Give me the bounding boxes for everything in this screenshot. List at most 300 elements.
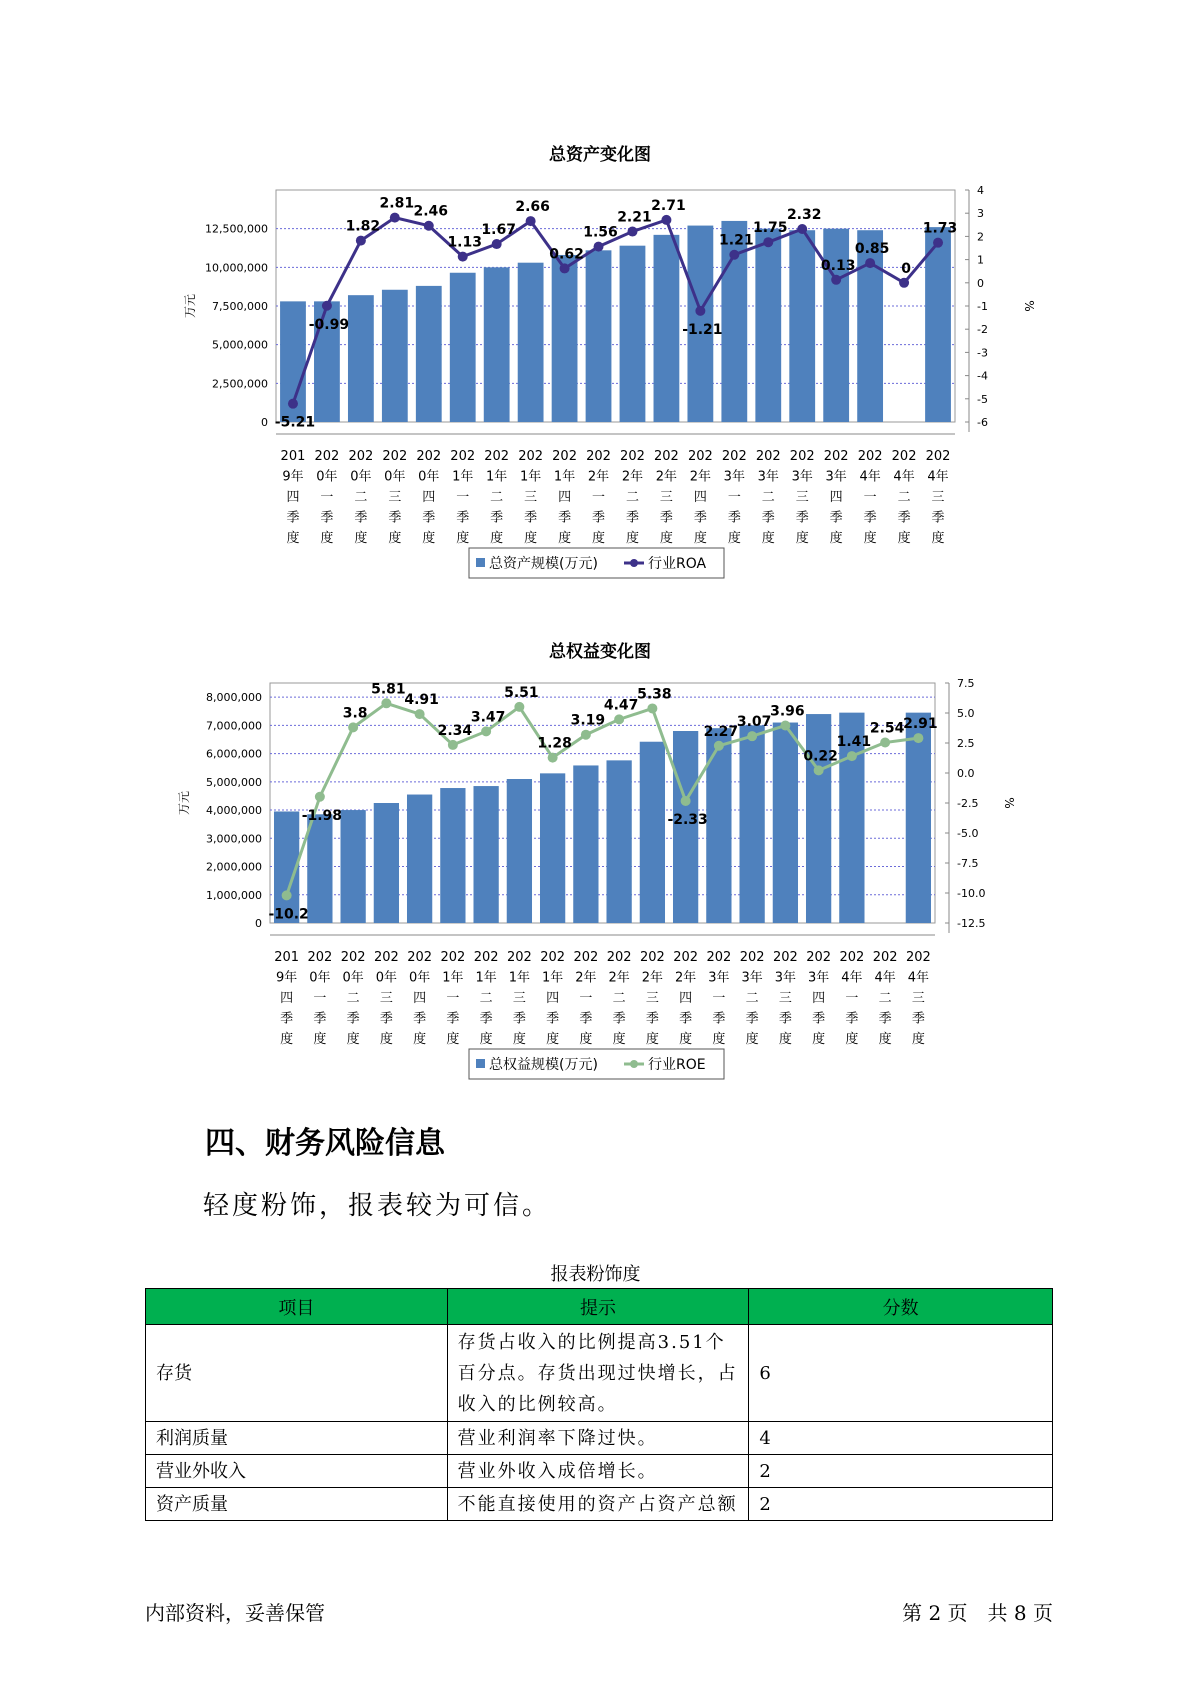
line-point bbox=[356, 236, 366, 246]
x-tick-label: 四 bbox=[280, 991, 294, 1006]
y-axis-title: 万元 bbox=[183, 293, 197, 319]
x-tick-label: 季 bbox=[479, 1011, 493, 1027]
bar bbox=[374, 803, 399, 923]
y2-tick-label: -7.5 bbox=[957, 857, 979, 870]
x-tick-label: 三 bbox=[379, 991, 393, 1006]
data-label: 3.96 bbox=[770, 703, 805, 720]
x-tick-label: 季 bbox=[286, 510, 300, 526]
x-tick-label: 三 bbox=[931, 490, 945, 505]
header-item: 项目 bbox=[146, 1289, 448, 1325]
x-tick-label: 202 bbox=[473, 950, 499, 965]
x-tick-label: 一 bbox=[863, 490, 877, 505]
data-label: -10.2 bbox=[268, 906, 309, 923]
x-tick-label: 季 bbox=[490, 510, 504, 526]
row-item: 资产质量 bbox=[146, 1488, 448, 1521]
line-point bbox=[514, 702, 524, 712]
data-label: 0.85 bbox=[854, 241, 890, 258]
row-item: 利润质量 bbox=[146, 1422, 448, 1455]
x-tick-label: 2年 bbox=[655, 469, 678, 485]
data-label: 2.46 bbox=[413, 203, 449, 220]
x-tick-label: 季 bbox=[911, 1011, 925, 1027]
x-tick-label: 一 bbox=[845, 991, 859, 1006]
bar bbox=[773, 723, 798, 923]
x-tick-label: 三 bbox=[645, 991, 659, 1006]
line-point bbox=[526, 216, 536, 226]
row-score: 6 bbox=[749, 1325, 1053, 1422]
x-tick-label: 度 bbox=[413, 1032, 427, 1047]
data-label: 3.19 bbox=[570, 712, 606, 729]
x-tick-label: 季 bbox=[659, 510, 673, 526]
line-point bbox=[448, 740, 458, 750]
bar bbox=[348, 295, 374, 422]
header-hint: 提示 bbox=[447, 1289, 749, 1325]
legend-line-label: 行业ROE bbox=[648, 1057, 706, 1073]
x-tick-label: 季 bbox=[524, 510, 538, 526]
legend-bar-swatch bbox=[476, 1059, 485, 1068]
x-tick-label: 季 bbox=[354, 510, 368, 526]
x-tick-label: 1年 bbox=[486, 469, 508, 485]
x-tick-label: 202 bbox=[620, 449, 645, 464]
x-tick-label: 202 bbox=[307, 950, 333, 965]
y-tick-label: 7,500,000 bbox=[212, 300, 268, 313]
x-tick-label: 202 bbox=[573, 950, 599, 965]
line-point bbox=[390, 213, 400, 223]
x-tick-label: 二 bbox=[897, 490, 911, 505]
x-tick-label: 季 bbox=[313, 1011, 327, 1027]
y2-tick-label: 1 bbox=[977, 253, 984, 267]
x-tick-label: 0年 bbox=[316, 469, 338, 485]
x-tick-label: 0年 bbox=[418, 469, 440, 485]
x-tick-label: 季 bbox=[679, 1011, 693, 1027]
line-point bbox=[548, 753, 558, 763]
x-tick-label: 0年 bbox=[342, 970, 364, 986]
footer-confidential: 内部资料，妥善保管 bbox=[145, 1601, 325, 1625]
x-tick-label: 3年 bbox=[757, 469, 779, 485]
x-tick-label: 一 bbox=[592, 490, 606, 505]
x-tick-label: 度 bbox=[659, 531, 673, 546]
x-tick-label: 季 bbox=[546, 1011, 560, 1027]
x-tick-label: 二 bbox=[354, 490, 368, 505]
x-tick-label: 202 bbox=[857, 449, 883, 464]
line-point bbox=[594, 242, 604, 252]
y-tick-label: 12,500,000 bbox=[205, 222, 268, 236]
x-tick-label: 度 bbox=[897, 531, 911, 546]
row-hint: 存货占收入的比例提高3.51个百分点。存货出现过快增长，占收入的比例较高。 bbox=[447, 1325, 749, 1422]
y2-tick-label: 2.5 bbox=[957, 737, 975, 750]
x-tick-label: 度 bbox=[490, 531, 504, 546]
data-label: 0.22 bbox=[803, 748, 838, 765]
x-tick-label: 3年 bbox=[807, 970, 830, 986]
x-tick-label: 季 bbox=[778, 1011, 792, 1027]
x-tick-label: 202 bbox=[373, 950, 399, 965]
x-tick-label: 季 bbox=[320, 510, 334, 526]
x-tick-label: 度 bbox=[313, 1032, 327, 1047]
y2-axis-title: % bbox=[1002, 797, 1016, 809]
bar bbox=[552, 255, 578, 422]
x-tick-label: 季 bbox=[413, 1011, 427, 1027]
x-tick-label: 一 bbox=[712, 991, 726, 1006]
x-tick-label: 202 bbox=[382, 449, 408, 464]
x-tick-label: 四 bbox=[829, 490, 843, 505]
x-tick-label: 3年 bbox=[774, 970, 797, 986]
x-tick-label: 度 bbox=[280, 1032, 294, 1047]
x-tick-label: 4年 bbox=[907, 970, 930, 986]
x-tick-label: 度 bbox=[679, 1032, 693, 1047]
x-tick-label: 季 bbox=[897, 510, 911, 526]
data-label: 2.91 bbox=[903, 716, 938, 733]
x-tick-label: 四 bbox=[679, 991, 693, 1006]
line-point bbox=[581, 730, 591, 740]
line-point bbox=[747, 731, 757, 741]
x-tick-label: 0年 bbox=[408, 970, 431, 986]
data-label: 1.28 bbox=[537, 735, 572, 752]
x-tick-label: 202 bbox=[706, 950, 732, 965]
x-tick-label: 度 bbox=[625, 531, 639, 546]
y2-tick-label: -1 bbox=[977, 300, 988, 313]
x-tick-label: 1年 bbox=[452, 469, 474, 485]
x-tick-label: 季 bbox=[845, 1011, 859, 1027]
bar bbox=[806, 714, 831, 923]
bar bbox=[416, 286, 442, 422]
data-label: 2.34 bbox=[437, 722, 473, 739]
data-label: -2.33 bbox=[667, 811, 708, 828]
data-label: 4.47 bbox=[603, 697, 639, 714]
footer-page-number: 第 2 页 共 8 页 bbox=[902, 1601, 1053, 1625]
line-point bbox=[315, 792, 325, 802]
section-heading: 四、财务风险信息 bbox=[205, 1126, 445, 1161]
data-label: 0.62 bbox=[549, 246, 584, 263]
x-tick-label: 季 bbox=[812, 1011, 826, 1027]
x-tick-label: 2年 bbox=[641, 970, 664, 986]
line-point bbox=[492, 239, 502, 249]
x-tick-label: 4年 bbox=[874, 970, 896, 986]
row-score: 2 bbox=[749, 1488, 1053, 1521]
x-tick-label: 季 bbox=[931, 510, 945, 526]
x-tick-label: 度 bbox=[778, 1032, 792, 1047]
x-tick-label: 202 bbox=[506, 950, 532, 965]
x-tick-label: 二 bbox=[745, 991, 759, 1006]
data-label: 3.47 bbox=[470, 709, 506, 726]
total-assets-chart bbox=[0, 130, 1191, 600]
row-item: 存货 bbox=[146, 1325, 448, 1422]
y-tick-label: 2,500,000 bbox=[212, 377, 268, 391]
line-point bbox=[865, 258, 875, 268]
x-tick-label: 2年 bbox=[575, 970, 597, 986]
x-tick-label: 202 bbox=[440, 950, 466, 965]
total-assets-chart-svg bbox=[0, 130, 1191, 600]
data-label: 2.32 bbox=[786, 206, 822, 223]
x-tick-label: 季 bbox=[388, 510, 402, 526]
x-tick-label: 201 bbox=[274, 950, 300, 965]
whitewash-table bbox=[145, 1288, 1053, 1521]
x-tick-label: 季 bbox=[625, 510, 639, 526]
x-tick-label: 202 bbox=[739, 950, 765, 965]
bar bbox=[586, 250, 612, 422]
x-tick-label: 三 bbox=[778, 991, 792, 1006]
x-tick-label: 季 bbox=[829, 510, 843, 526]
data-label: 5.81 bbox=[371, 681, 406, 698]
x-tick-label: 度 bbox=[878, 1032, 892, 1047]
x-tick-label: 季 bbox=[693, 510, 707, 526]
data-label: 3.8 bbox=[342, 705, 368, 722]
x-tick-label: 2年 bbox=[674, 970, 697, 986]
x-tick-label: 四 bbox=[546, 991, 560, 1006]
x-tick-label: 度 bbox=[761, 531, 775, 546]
bar bbox=[484, 267, 510, 422]
x-tick-label: 度 bbox=[863, 531, 877, 546]
bar bbox=[340, 810, 365, 923]
x-tick-label: 一 bbox=[456, 490, 470, 505]
y2-tick-label: -2 bbox=[977, 323, 988, 337]
x-tick-label: 3年 bbox=[741, 970, 763, 986]
x-tick-label: 度 bbox=[524, 531, 538, 546]
x-tick-label: 二 bbox=[878, 991, 892, 1006]
x-tick-label: 季 bbox=[745, 1011, 759, 1027]
y-tick-label: 3,000,000 bbox=[206, 832, 262, 846]
x-tick-label: 3年 bbox=[723, 469, 745, 485]
x-tick-label: 度 bbox=[795, 531, 809, 546]
x-tick-label: 度 bbox=[845, 1032, 859, 1047]
y2-tick-label: -12.5 bbox=[957, 917, 986, 930]
data-label: 2.71 bbox=[651, 197, 686, 214]
x-tick-label: 四 bbox=[558, 490, 572, 505]
line-point bbox=[348, 722, 358, 732]
x-tick-label: 202 bbox=[518, 449, 544, 464]
chart-title: 总权益变化图 bbox=[549, 642, 651, 662]
line-point bbox=[714, 741, 724, 751]
line-point bbox=[481, 726, 491, 736]
x-tick-label: 3年 bbox=[791, 469, 813, 485]
x-tick-label: 季 bbox=[422, 510, 436, 526]
data-label: 3.07 bbox=[736, 714, 772, 731]
y2-tick-label: -2.5 bbox=[957, 797, 979, 810]
x-tick-label: 季 bbox=[761, 510, 775, 526]
x-tick-label: 三 bbox=[388, 490, 402, 505]
x-tick-label: 季 bbox=[446, 1011, 460, 1027]
x-tick-label: 季 bbox=[346, 1011, 360, 1027]
x-tick-label: 季 bbox=[612, 1011, 626, 1027]
x-tick-label: 202 bbox=[639, 950, 665, 965]
x-tick-label: 二 bbox=[761, 490, 775, 505]
line-point bbox=[695, 306, 705, 316]
data-label: 2.54 bbox=[869, 720, 905, 737]
bar bbox=[450, 273, 476, 422]
x-tick-label: 202 bbox=[416, 449, 442, 464]
x-tick-label: 季 bbox=[280, 1011, 294, 1027]
y2-tick-label: -6 bbox=[977, 416, 988, 429]
x-tick-label: 4年 bbox=[893, 469, 915, 485]
x-tick-label: 度 bbox=[354, 531, 368, 546]
y2-tick-label: 0.0 bbox=[957, 767, 975, 780]
y2-tick-label: -5.0 bbox=[957, 827, 979, 840]
x-tick-label: 202 bbox=[407, 950, 433, 965]
x-tick-label: 202 bbox=[484, 449, 510, 464]
data-label: 2.27 bbox=[703, 723, 739, 740]
bar bbox=[620, 246, 646, 422]
x-tick-label: 202 bbox=[606, 950, 632, 965]
line-point bbox=[814, 765, 824, 775]
y-tick-label: 0 bbox=[255, 917, 262, 930]
line-point bbox=[282, 890, 292, 900]
bar bbox=[789, 230, 815, 422]
y-tick-label: 1,000,000 bbox=[206, 888, 262, 902]
x-tick-label: 1年 bbox=[519, 469, 542, 485]
y2-tick-label: 2 bbox=[977, 230, 984, 244]
x-tick-label: 二 bbox=[479, 991, 493, 1006]
table-row bbox=[146, 1422, 1053, 1455]
x-tick-label: 202 bbox=[839, 950, 865, 965]
bar bbox=[540, 773, 565, 923]
x-tick-label: 季 bbox=[727, 510, 741, 526]
x-tick-label: 季 bbox=[512, 1011, 526, 1027]
x-tick-label: 季 bbox=[592, 510, 606, 526]
x-tick-label: 202 bbox=[872, 950, 898, 965]
x-tick-label: 度 bbox=[727, 531, 741, 546]
x-tick-label: 1年 bbox=[442, 970, 464, 986]
data-label: 0 bbox=[901, 260, 911, 277]
y2-tick-label: 5.0 bbox=[957, 707, 975, 720]
y-tick-label: 4,000,000 bbox=[206, 804, 262, 818]
x-tick-label: 度 bbox=[346, 1032, 360, 1047]
x-tick-label: 4年 bbox=[841, 970, 863, 986]
row-score: 4 bbox=[749, 1422, 1053, 1455]
data-label: -1.21 bbox=[682, 321, 723, 338]
x-tick-label: 202 bbox=[721, 449, 747, 464]
y2-tick-label: -3 bbox=[977, 346, 988, 360]
bar bbox=[640, 742, 665, 923]
row-hint: 不能直接使用的资产占资产总额 bbox=[447, 1488, 749, 1521]
x-tick-label: 四 bbox=[693, 490, 707, 505]
x-tick-label: 季 bbox=[456, 510, 470, 526]
data-label: 4.91 bbox=[404, 692, 439, 709]
bar bbox=[606, 760, 631, 923]
data-label: 1.67 bbox=[481, 222, 516, 239]
x-tick-label: 202 bbox=[340, 950, 366, 965]
line-point bbox=[288, 399, 298, 409]
y2-tick-label: 0 bbox=[977, 276, 984, 290]
x-tick-label: 四 bbox=[286, 490, 300, 505]
table-row bbox=[146, 1455, 1053, 1488]
legend-bar-label: 总权益规模(万元) bbox=[489, 1057, 598, 1073]
x-tick-label: 季 bbox=[645, 1011, 659, 1027]
x-tick-label: 202 bbox=[673, 950, 699, 965]
x-tick-label: 二 bbox=[625, 490, 639, 505]
x-tick-label: 202 bbox=[314, 449, 340, 464]
x-tick-label: 度 bbox=[612, 1032, 626, 1047]
line-point bbox=[847, 751, 857, 761]
x-tick-label: 1年 bbox=[475, 970, 497, 986]
bar bbox=[755, 229, 781, 422]
data-label: 1.82 bbox=[345, 218, 381, 235]
bar bbox=[382, 290, 408, 422]
x-tick-label: 度 bbox=[422, 531, 436, 546]
data-label: 2.66 bbox=[515, 199, 550, 216]
y2-tick-label: -10.0 bbox=[957, 887, 986, 900]
x-tick-label: 202 bbox=[823, 449, 849, 464]
line-point bbox=[322, 301, 332, 311]
x-tick-label: 3年 bbox=[825, 469, 847, 485]
x-tick-label: 度 bbox=[911, 1032, 925, 1047]
line-point bbox=[913, 733, 923, 743]
x-tick-label: 季 bbox=[558, 510, 572, 526]
legend-bar-swatch bbox=[476, 558, 485, 567]
data-label: -1.98 bbox=[301, 807, 343, 824]
line-point bbox=[933, 238, 943, 248]
y-tick-label: 5,000,000 bbox=[212, 338, 268, 352]
row-hint: 营业利润率下降过快。 bbox=[447, 1422, 749, 1455]
x-tick-label: 1年 bbox=[508, 970, 531, 986]
bar bbox=[906, 713, 931, 923]
x-tick-label: 四 bbox=[413, 991, 427, 1006]
line-point bbox=[880, 738, 890, 748]
y2-tick-label: 7.5 bbox=[957, 677, 975, 690]
table-row bbox=[146, 1488, 1053, 1521]
x-tick-label: 季 bbox=[712, 1011, 726, 1027]
x-tick-label: 季 bbox=[379, 1011, 393, 1027]
x-tick-label: 202 bbox=[925, 449, 951, 464]
x-tick-label: 0年 bbox=[309, 970, 331, 986]
x-tick-label: 二 bbox=[490, 490, 504, 505]
data-label: 2.21 bbox=[617, 209, 652, 226]
line-point bbox=[729, 250, 739, 260]
data-label: 1.41 bbox=[836, 734, 872, 751]
x-tick-label: 202 bbox=[654, 449, 679, 464]
x-tick-label: 度 bbox=[745, 1032, 759, 1047]
row-score: 2 bbox=[749, 1455, 1053, 1488]
x-tick-label: 4年 bbox=[927, 469, 949, 485]
y-tick-label: 0 bbox=[261, 416, 268, 429]
legend-line-marker bbox=[630, 559, 638, 567]
legend-line-marker bbox=[630, 1060, 638, 1068]
x-tick-label: 2年 bbox=[587, 469, 610, 485]
data-label: -5.21 bbox=[274, 414, 316, 431]
x-tick-label: 度 bbox=[320, 531, 334, 546]
x-tick-label: 度 bbox=[388, 531, 402, 546]
x-tick-label: 202 bbox=[806, 950, 832, 965]
x-tick-label: 202 bbox=[687, 449, 713, 464]
x-tick-label: 二 bbox=[346, 991, 360, 1006]
x-tick-label: 202 bbox=[552, 449, 577, 464]
bar bbox=[307, 814, 332, 923]
x-tick-label: 四 bbox=[422, 490, 436, 505]
y-tick-label: 6,000,000 bbox=[206, 747, 262, 761]
x-tick-label: 三 bbox=[659, 490, 673, 505]
y-tick-label: 5,000,000 bbox=[206, 775, 262, 789]
header-score: 分数 bbox=[749, 1289, 1053, 1325]
bar bbox=[706, 728, 731, 923]
x-tick-label: 202 bbox=[348, 449, 374, 464]
line-point bbox=[647, 703, 657, 713]
x-tick-label: 度 bbox=[479, 1032, 493, 1047]
line-point bbox=[899, 278, 909, 288]
y2-tick-label: 3 bbox=[977, 207, 984, 221]
x-tick-label: 度 bbox=[558, 531, 572, 546]
x-tick-label: 度 bbox=[829, 531, 843, 546]
x-tick-label: 1年 bbox=[541, 970, 564, 986]
line-point bbox=[797, 224, 807, 234]
data-label: 1.75 bbox=[753, 220, 788, 237]
x-tick-label: 202 bbox=[540, 950, 566, 965]
x-tick-label: 3年 bbox=[708, 970, 730, 986]
x-tick-label: 季 bbox=[878, 1011, 892, 1027]
total-equity-chart bbox=[0, 630, 1191, 1100]
bar bbox=[407, 795, 432, 923]
line-point bbox=[763, 237, 773, 247]
chart-title: 总资产变化图 bbox=[549, 145, 651, 165]
bar bbox=[507, 779, 532, 923]
x-tick-label: 0年 bbox=[375, 970, 398, 986]
line-point bbox=[780, 720, 790, 730]
